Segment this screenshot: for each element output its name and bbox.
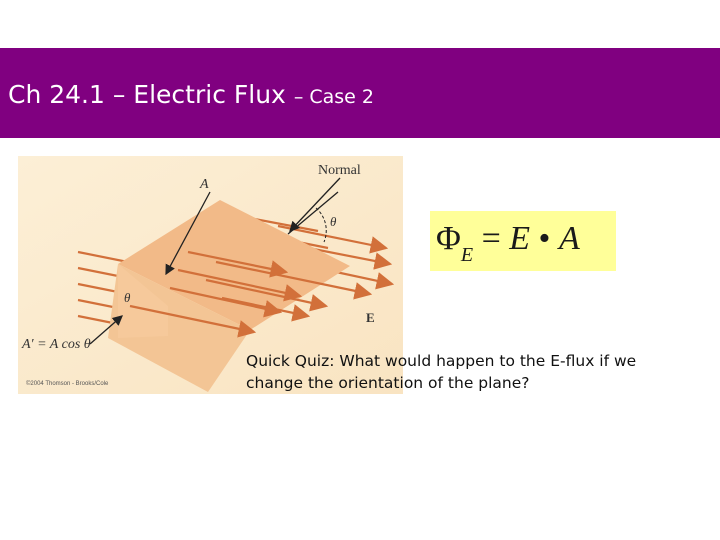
projected-area-label: A′ = A cos θ xyxy=(22,337,91,352)
equals-sign: = xyxy=(481,220,501,257)
flux-equation-box xyxy=(430,211,616,271)
theta-top-label: θ xyxy=(330,214,337,229)
dot-operator: • xyxy=(538,220,551,257)
field-label: E xyxy=(366,310,375,325)
phi-subscript: E xyxy=(460,244,474,266)
area-label: A xyxy=(200,177,209,192)
flux-equation xyxy=(436,219,580,266)
a-vector: A xyxy=(558,220,580,257)
slide-title xyxy=(8,78,374,114)
title-sub: – Case 2 xyxy=(293,86,374,108)
title-main: Ch 24.1 – Electric Flux xyxy=(8,80,294,109)
quick-quiz-text: Quick Quiz: What would happen to the E-flux if we change the orientation of the plane? xyxy=(246,352,637,392)
e-vector: E xyxy=(509,220,531,257)
normal-label: Normal xyxy=(318,163,361,178)
phi-symbol: Φ xyxy=(436,220,461,257)
copyright-note: ©2004 Thomson - Brooks/Cole xyxy=(26,381,109,387)
theta-side-label: θ xyxy=(124,290,131,305)
